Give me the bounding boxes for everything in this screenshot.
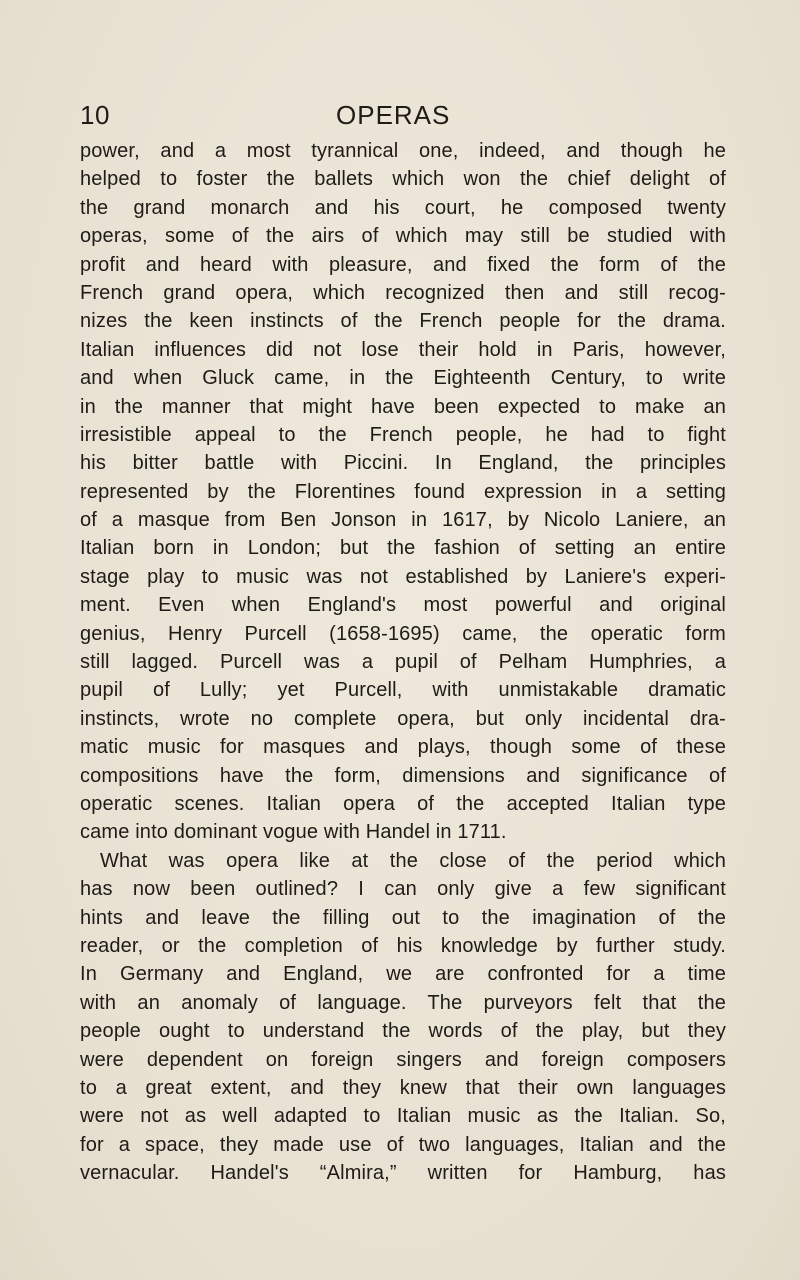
text-line: In Germany and England, we are confronted for a time bbox=[80, 963, 726, 986]
text-line: of a masque from Ben Jonson in 1617, by Nicolo Laniere, an bbox=[80, 509, 726, 532]
text-line: and when Gluck came, in the Eighteenth Century, to write bbox=[80, 367, 726, 390]
running-title: OPERAS bbox=[336, 100, 451, 130]
text-line: still lagged. Purcell was a pupil of Pelham Humphries, a bbox=[80, 651, 726, 674]
text-line: were dependent on foreign singers and foreign composers bbox=[80, 1048, 726, 1071]
text-line: compositions have the form, dimensions and significance of bbox=[80, 764, 726, 787]
text-line: French grand opera, which recognized then and still recog- bbox=[80, 281, 726, 304]
text-line: profit and heard with pleasure, and fixed the form of the bbox=[80, 253, 726, 276]
text-line: genius, Henry Purcell (1658-1695) came, the operatic form bbox=[80, 622, 726, 645]
text-line: pupil of Lully; yet Purcell, with unmistakable dramatic bbox=[80, 679, 726, 702]
text-line: in the manner that might have been expected to make an bbox=[80, 395, 726, 418]
text-line: What was opera like at the close of the period which bbox=[100, 849, 726, 872]
text-line: matic music for masques and plays, though some of these bbox=[80, 736, 726, 759]
text-line: were not as well adapted to Italian music as the Italian. So, bbox=[80, 1105, 726, 1128]
text-line: has now been outlined? I can only give a few significant bbox=[80, 878, 726, 901]
page-number: 10 bbox=[80, 100, 110, 130]
text-line: instincts, wrote no complete opera, but only incidental dra- bbox=[80, 707, 726, 730]
text-line: operatic scenes. Italian opera of the accepted Italian type bbox=[80, 792, 726, 815]
text-line: power, and a most tyrannical one, indeed, and though he bbox=[80, 140, 726, 162]
text-line: his bitter battle with Piccini. In England, the principles bbox=[80, 452, 726, 475]
text-line: vernacular. Handel's “Almira,” written for Hamburg, has bbox=[80, 1162, 726, 1185]
text-line: for a space, they made use of two languages, Italian and the bbox=[80, 1133, 726, 1156]
text-line: Italian born in London; but the fashion of setting an entire bbox=[80, 537, 726, 560]
text-line: irresistible appeal to the French people, he had to fight bbox=[80, 423, 726, 446]
text-line: to a great extent, and they knew that their own languages bbox=[80, 1076, 726, 1099]
running-head bbox=[80, 100, 720, 140]
text-line: operas, some of the airs of which may still be studied with bbox=[80, 225, 726, 248]
text-line: people ought to understand the words of the play, but they bbox=[80, 1020, 726, 1043]
text-line: hints and leave the filling out to the imagination of the bbox=[80, 906, 726, 929]
text-line: reader, or the completion of his knowledge by further study. bbox=[80, 934, 726, 957]
body-text bbox=[80, 137, 726, 1187]
text-line: stage play to music was not established by Laniere's experi- bbox=[80, 565, 726, 588]
text-line: represented by the Florentines found expression in a setting bbox=[80, 480, 726, 503]
text-line: ment. Even when England's most powerful and original bbox=[80, 594, 726, 617]
text-line: came into dominant vogue with Handel in 1711. bbox=[80, 821, 507, 844]
text-line: with an anomaly of language. The purveyors felt that the bbox=[80, 991, 726, 1014]
text-line: helped to foster the ballets which won the chief delight of bbox=[80, 168, 726, 191]
text-line: Italian influences did not lose their hold in Paris, however, bbox=[80, 338, 726, 361]
text-line: nizes the keen instincts of the French people for the drama. bbox=[80, 310, 726, 333]
text-line: the grand monarch and his court, he composed twenty bbox=[80, 196, 726, 219]
